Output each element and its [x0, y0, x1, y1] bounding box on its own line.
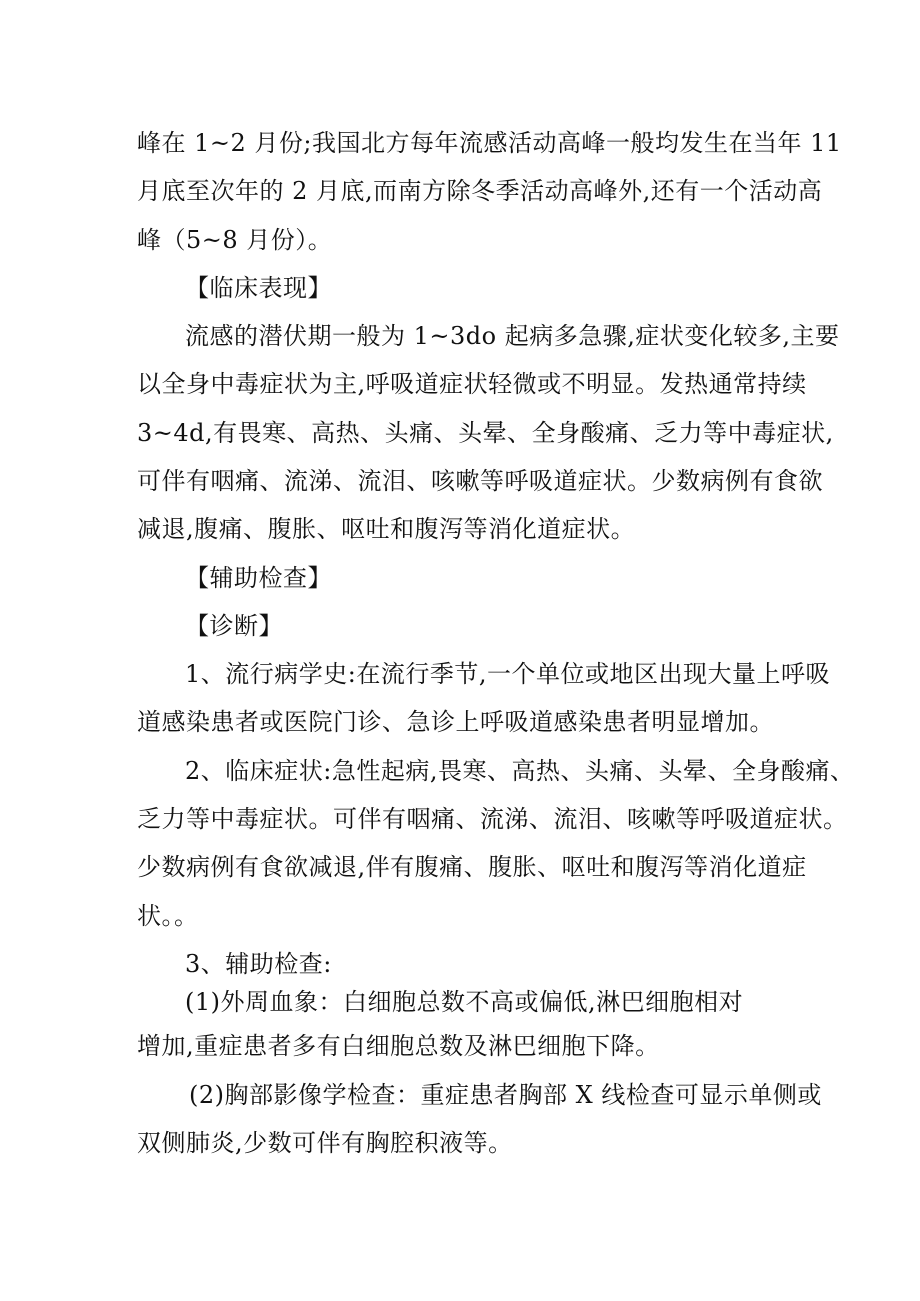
text-line: 少数病例有食欲减退,伴有腹痛、腹胀、呕吐和腹泻等消化道症: [137, 853, 807, 881]
text-line: 双侧肺炎,少数可伴有胸腔积液等。: [137, 1129, 513, 1157]
text-line: 流感的潜伏期一般为 1~3do 起病多急骤,症状变化较多,主要: [185, 322, 840, 350]
text-line: 增加,重症患者多有白细胞总数及淋巴细胞下降。: [137, 1032, 660, 1060]
text-line: (1)外周血象：白细胞总数不高或偏低,淋巴细胞相对: [185, 988, 744, 1016]
section-heading: 【辅助检查】: [185, 564, 332, 592]
text-line: 以全身中毒症状为主,呼吸道症状轻微或不明显。发热通常持续: [137, 370, 807, 398]
section-heading: 【诊断】: [185, 612, 283, 640]
text-line: (2)胸部影像学检查：重症患者胸部 X 线检查可显示单侧或: [189, 1081, 822, 1109]
text-line: 3~4d,有畏寒、高热、头痛、头晕、全身酸痛、乏力等中毒症状,: [137, 419, 834, 447]
text-line: 减退,腹痛、腹胀、呕吐和腹泻等消化道症状。: [137, 515, 636, 543]
text-line: 月底至次年的 2 月底,而南方除冬季活动高峰外,还有一个活动高: [137, 177, 823, 205]
text-line: 2、临床症状:急性起病,畏寒、高热、头痛、头晕、全身酸痛、: [185, 757, 855, 785]
text-line: 1、流行病学史:在流行季节,一个单位或地区出现大量上呼吸: [185, 660, 830, 688]
text-line: 3、辅助检查:: [185, 950, 332, 978]
section-heading: 【临床表现】: [185, 274, 332, 302]
text-line: 乏力等中毒症状。可伴有咽痛、流涕、流泪、咳嗽等呼吸道症状。: [137, 805, 848, 833]
text-line: 峰在 1~2 月份;我国北方每年流感活动高峰一般均发生在当年 11: [137, 129, 842, 157]
text-line: 状。。: [137, 902, 199, 930]
text-line: 道感染患者或医院门诊、急诊上呼吸道感染患者明显增加。: [137, 708, 774, 736]
text-line: 峰（5~8 月份）。: [137, 226, 333, 254]
text-line: 可伴有咽痛、流涕、流泪、咳嗽等呼吸道症状。少数病例有食欲: [137, 467, 823, 495]
